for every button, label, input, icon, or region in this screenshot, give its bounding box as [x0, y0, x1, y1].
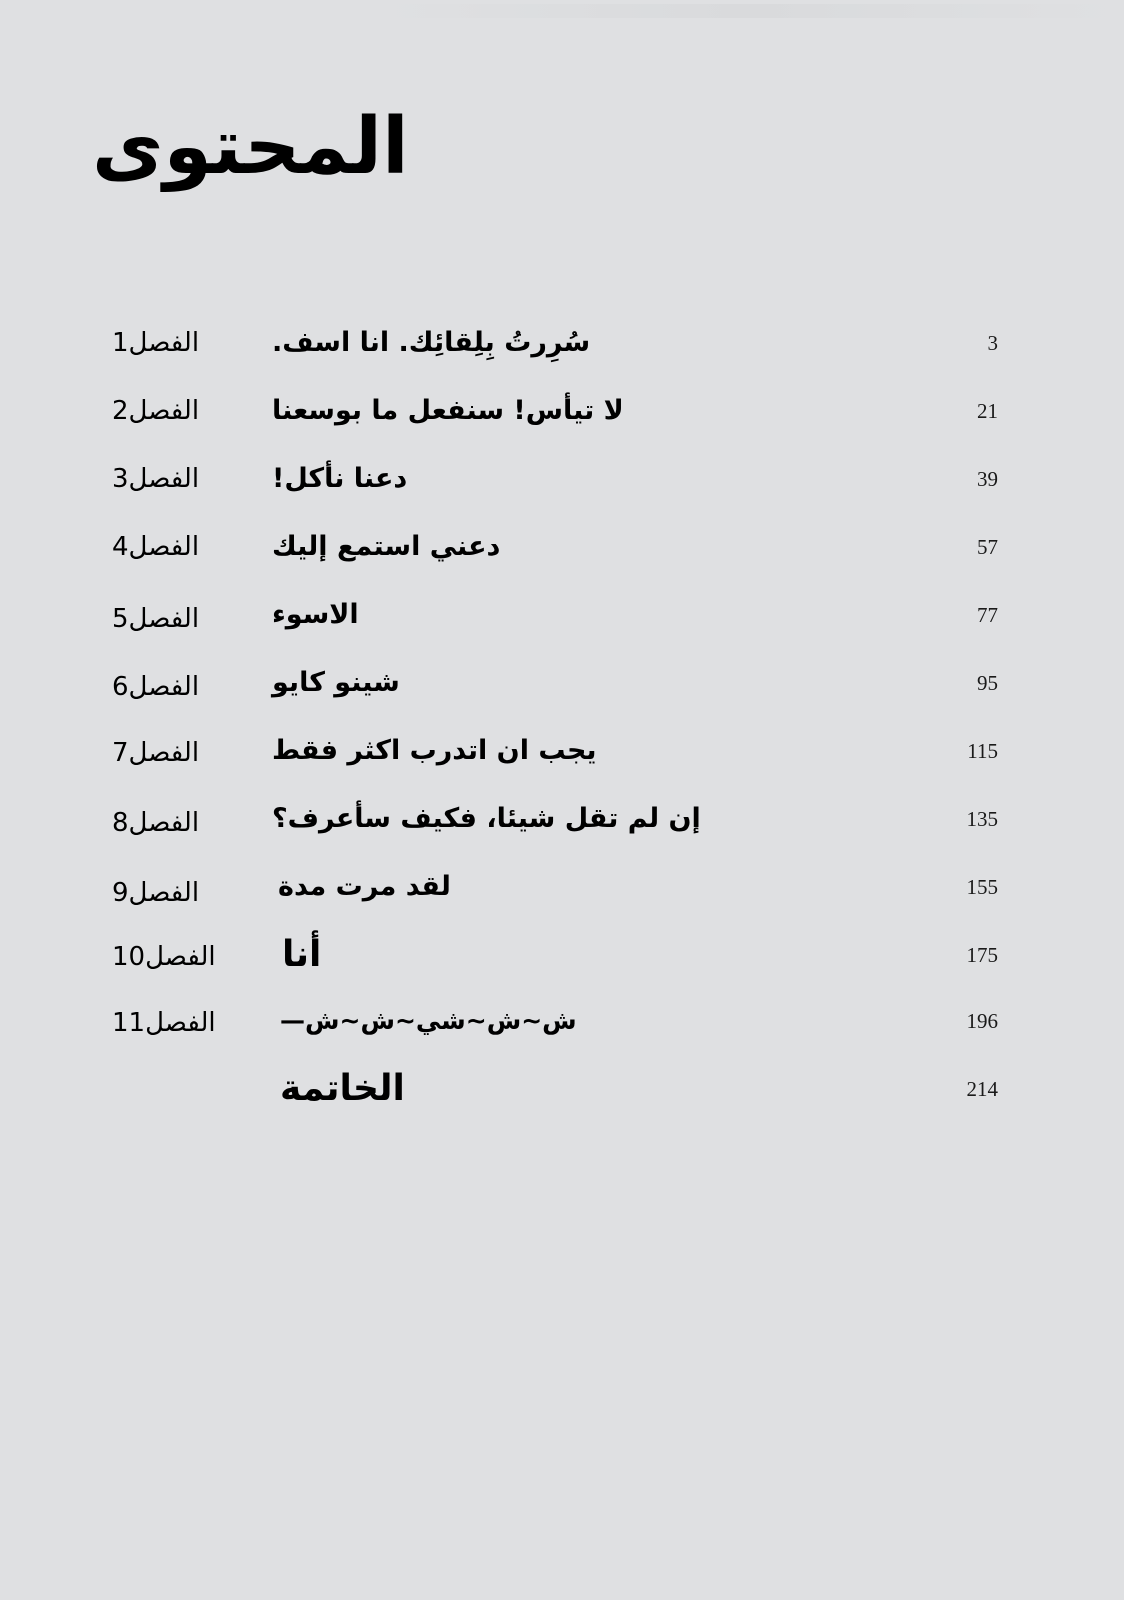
toc-entry-11[interactable] — [0, 996, 1124, 1046]
page-number: 3 — [987, 331, 998, 355]
page-number: 135 — [966, 807, 998, 831]
chapter-label: الفصل3 — [112, 464, 200, 494]
toc-entry-10[interactable] — [0, 930, 1124, 980]
chapter-title: دعنا نأكل! — [272, 463, 408, 494]
page-number: 155 — [966, 875, 998, 899]
chapter-title: سُرِرتُ بِلِقائِك. انا اسف. — [272, 327, 591, 358]
toc-entry-1[interactable] — [0, 318, 1124, 368]
page-title: المحتوى — [92, 102, 409, 193]
chapter-title: لقد مرت مدة — [278, 871, 451, 902]
chapter-label: الفصل6 — [112, 672, 200, 702]
page-number: 115 — [967, 739, 998, 763]
toc-entry-epilogue[interactable] — [0, 1064, 1124, 1114]
page-number: 39 — [977, 467, 998, 491]
toc-entry-4[interactable] — [0, 522, 1124, 572]
page-number: 214 — [966, 1077, 998, 1101]
chapter-label: الفصل5 — [112, 604, 200, 634]
chapter-label: الفصل2 — [112, 396, 200, 426]
toc-entry-8[interactable] — [0, 794, 1124, 844]
chapter-label: الفصل10 — [112, 942, 216, 972]
chapter-title: أنا — [282, 934, 322, 975]
toc-entry-9[interactable] — [0, 862, 1124, 912]
chapter-label: الفصل9 — [112, 878, 200, 908]
page-number: 21 — [977, 399, 998, 423]
chapter-label — [112, 1064, 230, 1114]
page-number: 95 — [977, 671, 998, 695]
chapter-title: لا تيأس! سنفعل ما بوسعنا — [272, 395, 624, 426]
chapter-label: الفصل7 — [112, 738, 200, 768]
chapter-label: الفصل4 — [112, 532, 200, 562]
chapter-title: الخاتمة — [280, 1068, 405, 1109]
toc-entry-2[interactable] — [0, 386, 1124, 436]
chapter-label: الفصل1 — [112, 328, 200, 358]
chapter-title: الاسوء — [272, 599, 359, 630]
toc-entry-6[interactable] — [0, 658, 1124, 708]
page-number: 57 — [977, 535, 998, 559]
chapter-label: الفصل11 — [112, 1008, 216, 1038]
chapter-title: شينو كايو — [272, 667, 400, 698]
chapter-title: ش~ش~شي~ش~ش— — [280, 1006, 577, 1035]
toc-entry-5[interactable] — [0, 590, 1124, 640]
chapter-title: يجب ان اتدرب اكثر فقط — [272, 735, 597, 766]
toc-entry-7[interactable] — [0, 726, 1124, 776]
page-number: 196 — [966, 1009, 998, 1033]
page-number: 77 — [977, 603, 998, 627]
chapter-title: إن لم تقل شيئا، فكيف سأعرف؟ — [272, 803, 701, 834]
chapter-title: دعني استمع إليك — [272, 531, 501, 562]
chapter-label: الفصل8 — [112, 808, 200, 838]
toc-entry-3[interactable] — [0, 454, 1124, 504]
page-number: 175 — [966, 943, 998, 967]
